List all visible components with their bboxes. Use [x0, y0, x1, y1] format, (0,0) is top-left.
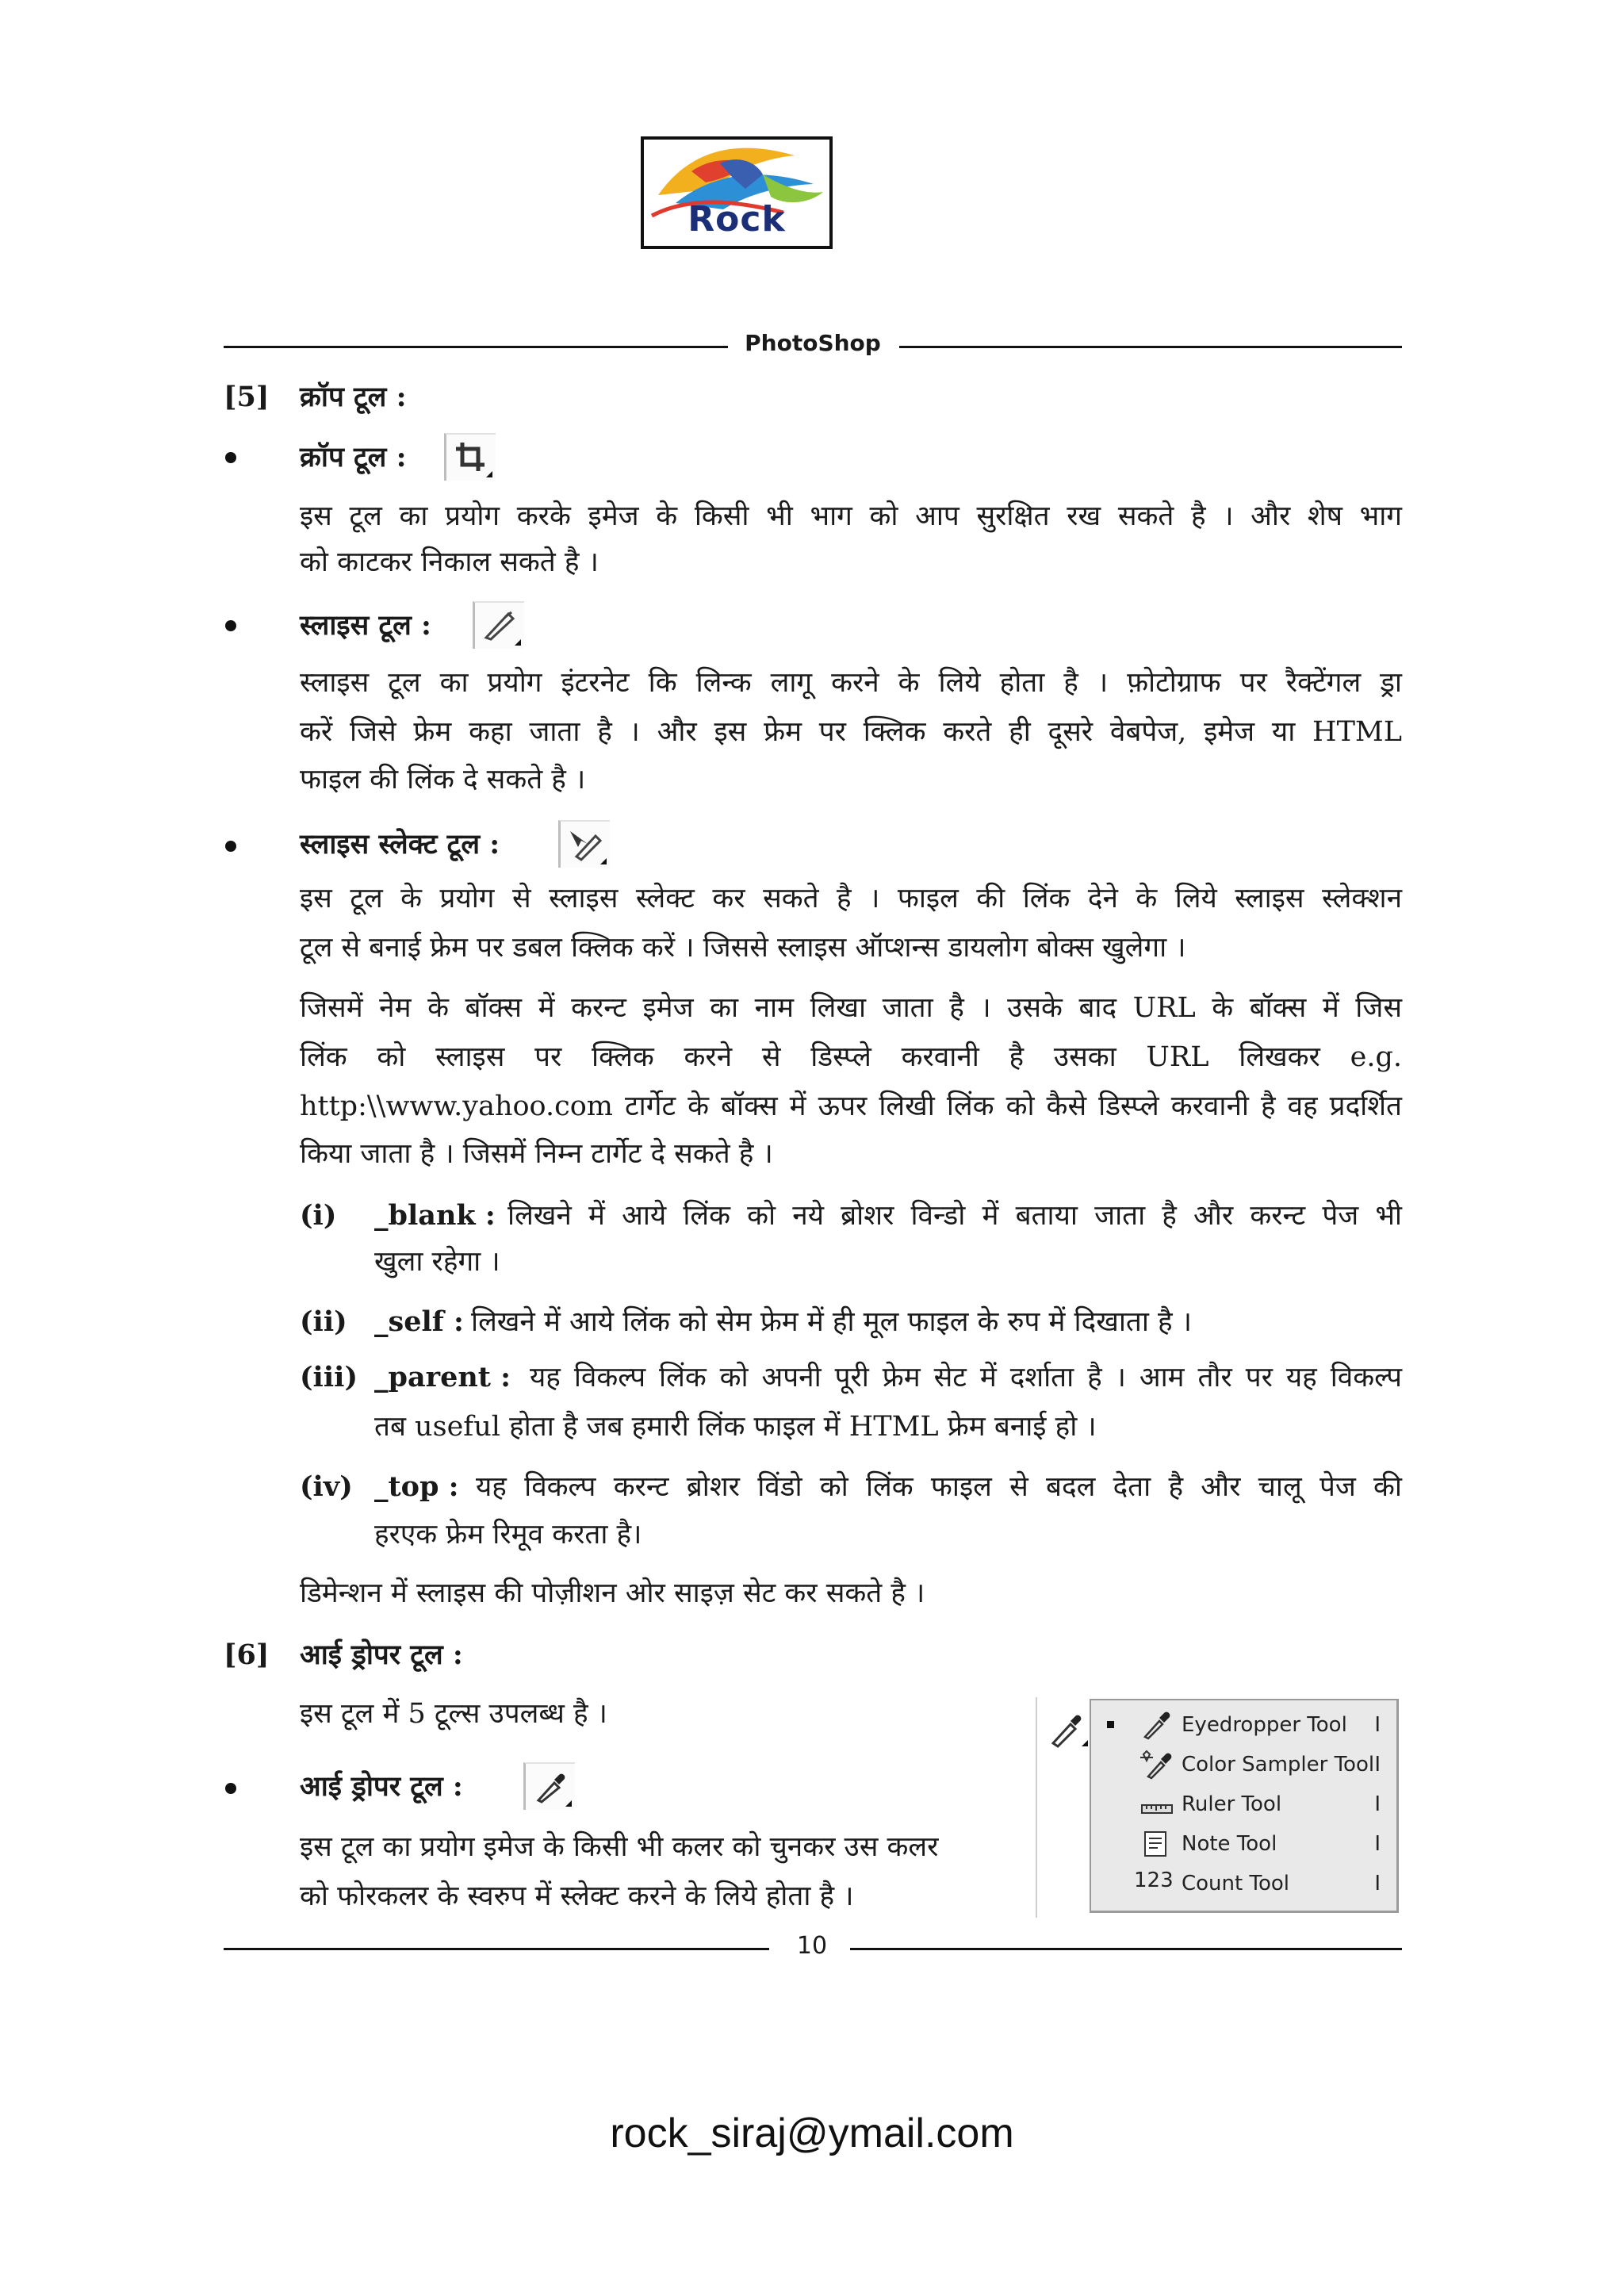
- header-rule-right: [899, 346, 1402, 348]
- menu-item-label: Count Tool: [1182, 1872, 1289, 1895]
- bullet: [225, 1783, 236, 1794]
- target-number: (ii): [300, 1305, 347, 1338]
- slice-select-tool-icon: [558, 820, 610, 868]
- menu-item-shortcut: I: [1374, 1872, 1381, 1895]
- target-term: _parent :: [374, 1361, 511, 1393]
- eyedropper-icon[interactable]: [1045, 1707, 1093, 1753]
- menu-item-shortcut: I: [1374, 1832, 1381, 1856]
- section-5-heading: क्रॉप टूल :: [300, 381, 407, 413]
- target-description-line-1: यह विकल्प लिंक को अपनी पूरी फ्रेम सेट में दर्शाता है । आम तौर पर यह विकल्प: [530, 1362, 1402, 1393]
- crop-tool-heading: क्रॉप टूल :: [300, 441, 407, 473]
- slice-select-para2-line-1: जिसमें नेम के बॉक्स में करन्ट इमेज का नाम लिखा जाता है । उसके बाद URL के बॉक्स में जिस: [300, 992, 1402, 1024]
- section-5-number: [5]: [224, 381, 270, 413]
- target-description-line-2: तब useful होता है जब हमारी लिंक फाइल में HTML फ्रेम बनाई हो ।: [374, 1411, 1097, 1443]
- target-number: (iv): [300, 1470, 353, 1503]
- target-number: (i): [300, 1199, 337, 1232]
- eyedropper-text-line-2: को फोरकलर के स्वरुप में स्लेक्ट करने के लिये होता है ।: [300, 1880, 854, 1912]
- menu-item-eyedropper-tool[interactable]: [1091, 1705, 1396, 1745]
- target-description-line-1: लिखने में आये लिंक को सेम फ्रेम में ही मूल फाइल के रुप में दिखाता है ।: [471, 1306, 1193, 1338]
- eyedropper-text-line-1: इस टूल का प्रयोग इमेज के किसी भी कलर को चुनकर उस कलर: [300, 1831, 939, 1863]
- eyedropper-tool-icon: [523, 1762, 575, 1810]
- menu-item-label: Color Sampler Tool: [1182, 1753, 1375, 1777]
- slice-tool-icon: [473, 601, 524, 649]
- target-term: _self :: [374, 1305, 464, 1338]
- color-sampler-icon: [1139, 1750, 1175, 1780]
- slice-select-para1-line-1: इस टूल के प्रयोग से स्लाइस स्लेक्ट कर सकते है । फाइल की लिंक देने के लिये स्लाइस स्लेक्शन: [300, 883, 1402, 914]
- target-description-line-2: हरएक फ्रेम रिमूव करता है।: [374, 1519, 642, 1550]
- footer-email: rock_siraj@ymail.com: [610, 2110, 1014, 2156]
- slice-tool-text-line-2: करें जिसे फ्रेम कहा जाता है । और इस फ्रेम पर क्लिक करते ही दूसरे वेबपेज, इमेज या HTML: [300, 716, 1402, 748]
- crop-tool-text-line-1: इस टूल का प्रयोग करके इमेज के किसी भी भाग को आप सुरक्षित रख सकते है । और शेष भाग: [300, 500, 1402, 532]
- bullet: [225, 452, 236, 463]
- target-description-line-1: लिखने में आये लिंक को नये ब्रोशर विन्डो में बताया जाता है और करन्ट पेज भी: [508, 1200, 1402, 1232]
- header-rule-left: [224, 346, 728, 348]
- menu-item-note-tool[interactable]: [1091, 1824, 1396, 1864]
- section-6-intro: इस टूल में 5 टूल्स उपलब्ध है ।: [300, 1698, 607, 1730]
- bullet: [225, 620, 236, 631]
- slice-tool-heading: स्लाइस टूल :: [300, 609, 431, 642]
- count-icon: 123: [1134, 1869, 1174, 1892]
- header-title: PhotoShop: [745, 330, 881, 356]
- slice-select-para2-line-4: किया जाता है । जिसमें निम्न टार्गेट दे सकते है ।: [300, 1138, 773, 1170]
- menu-item-shortcut: I: [1374, 1713, 1381, 1737]
- selected-indicator: [1107, 1721, 1114, 1728]
- target-term: _top :: [374, 1470, 459, 1503]
- target-term: _blank :: [374, 1199, 496, 1232]
- eyedropper-flyout: [1036, 1697, 1400, 1918]
- menu-item-shortcut: I: [1374, 1753, 1381, 1777]
- target-number: (iii): [300, 1361, 358, 1393]
- menu-item-shortcut: I: [1374, 1792, 1381, 1816]
- crop-tool-text-line-2: को काटकर निकाल सकते है ।: [300, 546, 599, 578]
- ruler-icon: [1139, 1789, 1175, 1819]
- slice-select-para2-line-3: http:\\www.yahoo.com टार्गेट के बॉक्स में ऊपर लिखी लिंक को कैसे डिस्प्ले करवानी है वह प्रदर्शित: [300, 1091, 1402, 1122]
- menu-item-ruler-tool[interactable]: [1091, 1784, 1396, 1824]
- footer-rule-right: [850, 1948, 1402, 1950]
- menu-item-color-sampler-tool[interactable]: [1091, 1745, 1396, 1784]
- rock-logo: [641, 136, 833, 249]
- menu-item-label: Ruler Tool: [1182, 1792, 1282, 1816]
- slice-tool-text-line-1: स्लाइस टूल का प्रयोग इंटरनेट कि लिन्क लागू करने के लिये होता है । फ़ोटोग्राफ पर रैक्टेंगल ड्रा: [300, 667, 1402, 699]
- dimension-text: डिमेन्शन में स्लाइस की पोज़ीशन ओर साइज़ सेट कर सकते है ।: [300, 1577, 925, 1609]
- target-description-line-1: यह विकल्प करन्ट ब्रोशर विंडो को लिंक फाइल से बदल देता है और चालू पेज की: [476, 1471, 1402, 1503]
- slice-tool-text-line-3: फाइल की लिंक दे सकते है ।: [300, 764, 586, 795]
- eyedropper-tool-heading: आई ड्रोपर टूल :: [300, 1770, 463, 1803]
- target-description-line-2: खुला रहेगा ।: [374, 1246, 500, 1278]
- tool-flyout-menu: [1090, 1699, 1399, 1913]
- footer-rule-left: [224, 1948, 769, 1950]
- eyedropper-icon: [1139, 1710, 1175, 1740]
- slice-select-para2-line-2: लिंक को स्लाइस पर क्लिक करने से डिस्प्ले करवानी है उसका URL लिखकर e.g.: [300, 1041, 1402, 1073]
- section-6-heading: आई ड्रोपर टूल :: [300, 1639, 463, 1671]
- slice-select-para1-line-2: टूल से बनाई फ्रेम पर डबल क्लिक करें । जिससे स्लाइस ऑप्शन्स डायलोग बोक्स खुलेगा ।: [300, 932, 1186, 964]
- menu-item-count-tool[interactable]: [1091, 1864, 1396, 1903]
- crop-tool-icon: [444, 433, 496, 481]
- page-number: 10: [796, 1932, 828, 1960]
- bullet: [225, 841, 236, 852]
- menu-item-label: Eyedropper Tool: [1182, 1713, 1347, 1737]
- note-icon: [1139, 1829, 1175, 1859]
- slice-select-tool-heading: स्लाइस स्लेक्ट टूल :: [300, 828, 500, 861]
- logo-text: Rock: [688, 199, 786, 240]
- section-6-number: [6]: [224, 1639, 270, 1671]
- menu-item-label: Note Tool: [1182, 1832, 1277, 1856]
